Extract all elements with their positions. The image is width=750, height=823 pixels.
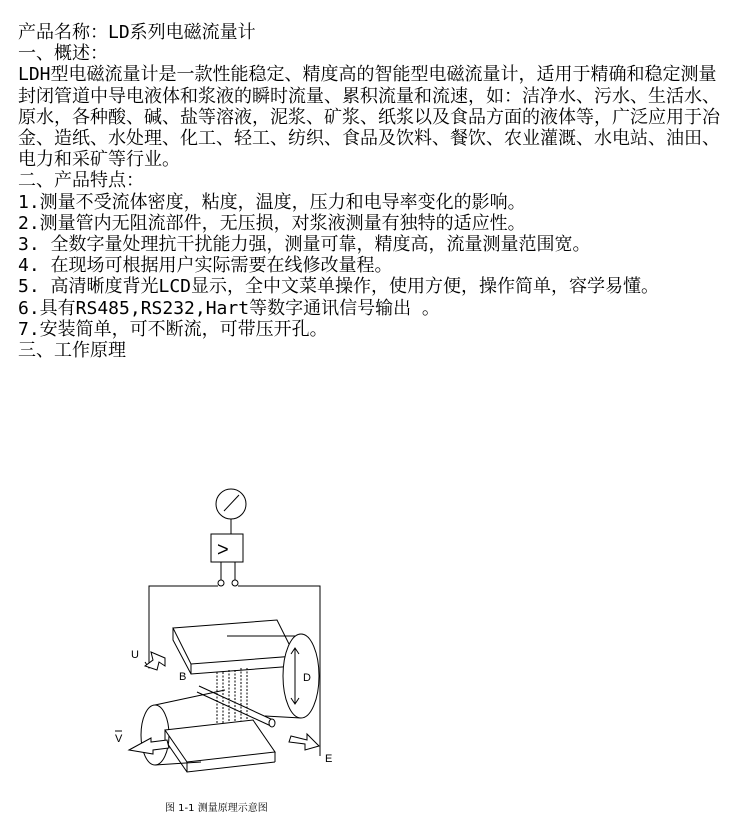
label-u: U (131, 649, 139, 661)
amplifier-box (211, 534, 243, 562)
label-b: B (179, 671, 187, 683)
b-arrow-icon (145, 652, 165, 670)
feature-item-6: 6.具有RS485,RS232,Hart等数字通讯信号输出 。 (18, 297, 440, 319)
amplifier-symbol: > (217, 539, 229, 561)
principle-heading: 三、工作原理 (18, 340, 126, 362)
meter-gauge-icon (216, 489, 246, 534)
label-d: D (303, 672, 311, 684)
overview-paragraph: LDH型电磁流量计是一款性能稳定、精度高的智能型电磁流量计，适用于精确和稳定测量封闭管道中导电液体和浆液的瞬时流量、累积流量和流速，如：洁净水、污水、生活水、原水，各种酸、碱、盐等溶液，泥浆、矿浆、纸浆以及食品方面的液体等，广泛应用于冶金、造纸、水处理、化工、轻工、纺织、食品及饮料、餐饮、农业灌溉、水电站、油田、电力和采矿等行业。 (18, 64, 720, 171)
principle-diagram (105, 480, 355, 810)
product-title: 产品名称：LD系列电磁流量计 (18, 22, 256, 43)
feature-item-1: 1.测量不受流体密度，粘度，温度，压力和电导率变化的影响。 (18, 191, 526, 213)
label-v: V (115, 733, 123, 745)
electrode-rod (197, 686, 275, 727)
feature-item-5: 5. 高清晰度背光LCD显示，全中文菜单操作，使用方便，操作简单，容学易懂。 (18, 276, 660, 298)
figure-caption: 图 1-1 测量原理示意图 (165, 803, 268, 814)
top-magnet (173, 620, 295, 674)
e-arrow-icon (289, 734, 319, 750)
feature-item-2: 2.测量管内无阻流部件，无压损，对浆液测量有独特的适应性。 (18, 212, 526, 234)
document-body (18, 22, 732, 361)
bottom-magnet (165, 720, 275, 772)
feature-item-3: 3. 全数字量处理抗干扰能力强，测量可靠，精度高，流量测量范围宽。 (18, 234, 591, 256)
label-e: E (325, 753, 333, 765)
features-heading: 二、产品特点： (18, 170, 144, 192)
feature-item-4: 4. 在现场可根据用户实际需要在线修改量程。 (18, 255, 393, 277)
measurement-principle-figure (105, 480, 355, 820)
overview-heading: 一、概述： (18, 43, 108, 65)
feature-item-7: 7.安装简单，可不断流，可带压开孔。 (18, 318, 328, 340)
